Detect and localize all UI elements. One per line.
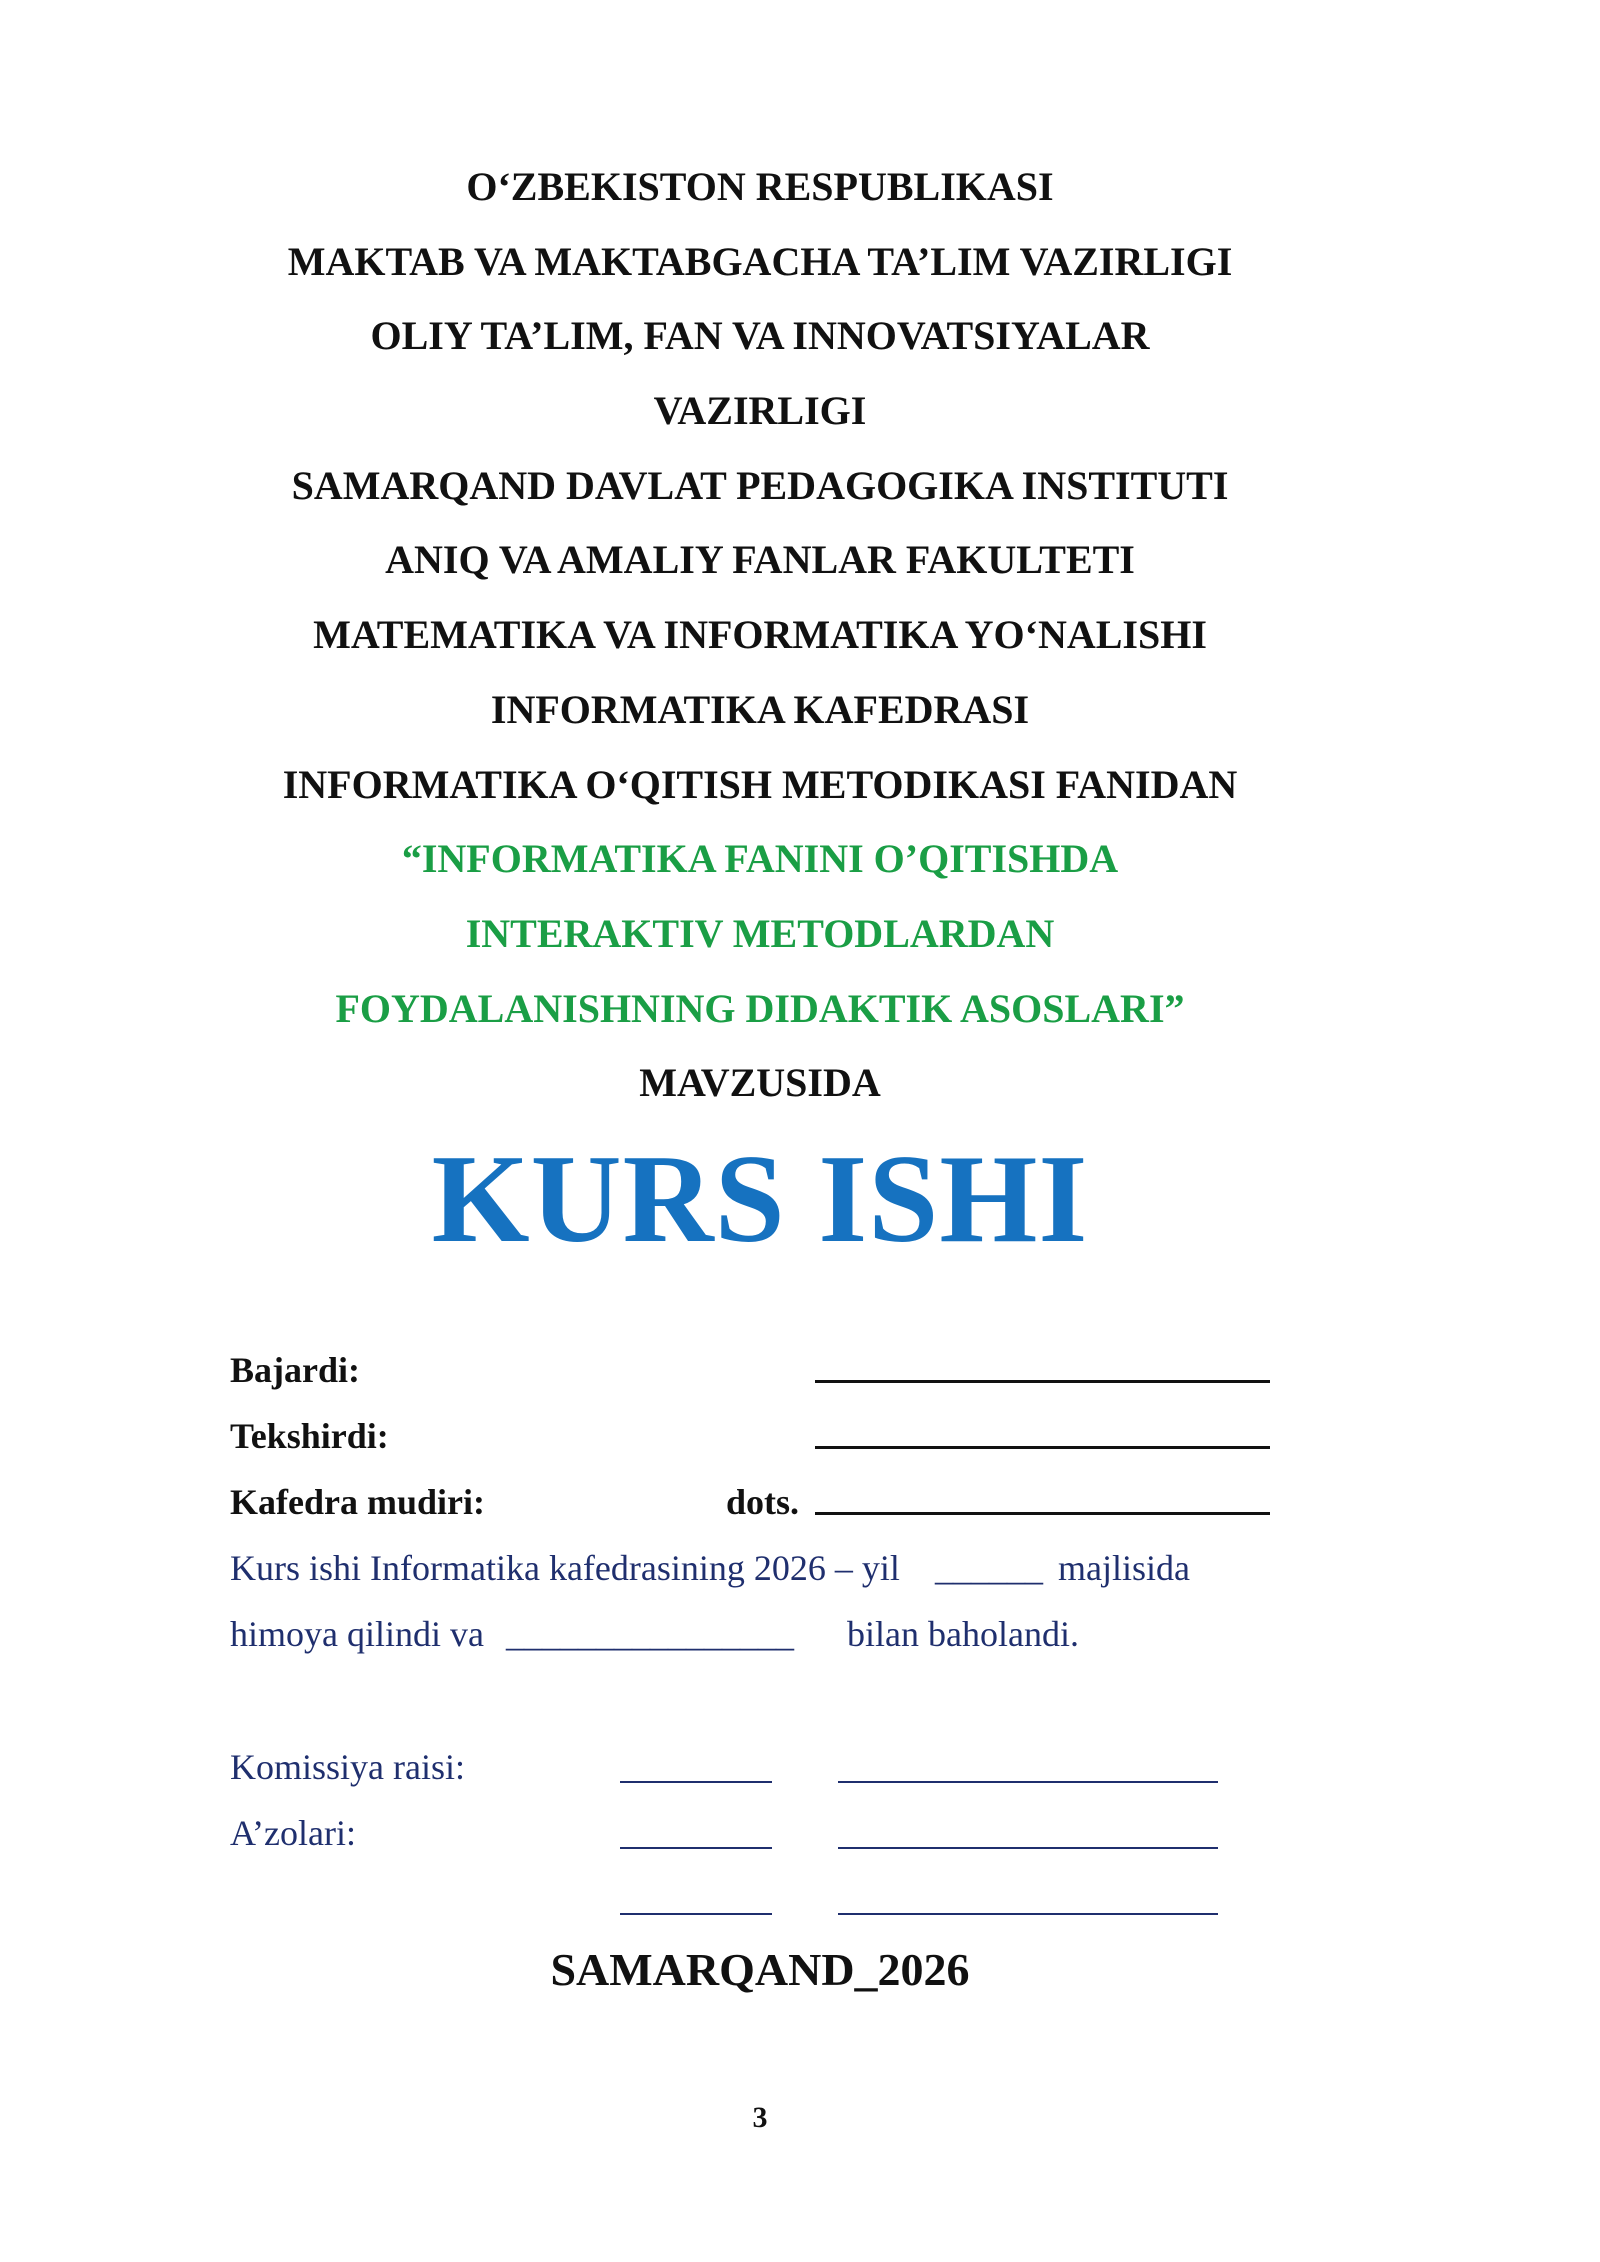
- header-line-ministry-school: MAKTAB VA MAKTABGACHA TA’LIM VAZIRLIGI: [287, 238, 1233, 284]
- member-1-name-line: [838, 1847, 1218, 1849]
- header-line-department: INFORMATIKA KAFEDRASI: [490, 686, 1030, 732]
- commission-chair-name-line: [838, 1781, 1218, 1783]
- page-number: 3: [752, 2101, 768, 2134]
- topic-line-3: FOYDALANISHNING DIDAKTIK ASOSLARI”: [335, 985, 1185, 1031]
- defense-line-1-end: majlisida: [1058, 1548, 1190, 1588]
- bajardi-label: Bajardi:: [230, 1350, 360, 1390]
- topic-suffix: MAVZUSIDA: [639, 1060, 881, 1106]
- header-line-subject: INFORMATIKA O‘QITISH METODIKASI FANIDAN: [282, 761, 1238, 807]
- member-2-name-line: [838, 1913, 1218, 1915]
- commission-members-label: A’zolari:: [230, 1813, 356, 1853]
- header-block: [0, 150, 1520, 1121]
- header-line-institute: SAMARQAND DAVLAT PEDAGOGIKA INSTITUTI: [291, 462, 1229, 508]
- kafedra-mudiri-label: Kafedra mudiri:: [230, 1482, 485, 1522]
- bajardi-signature-line: [815, 1380, 1270, 1383]
- topic-line-2: INTERAKTIV METODLARDAN: [465, 910, 1055, 956]
- header-line-country: O‘ZBEKISTON RESPUBLIKASI: [466, 164, 1054, 209]
- defense-line-1-blank: ______: [935, 1548, 1043, 1588]
- document-title: KURS ISHI: [431, 1130, 1089, 1269]
- defense-line-1-text: Kurs ishi Informatika kafedrasining 2026 – yil: [230, 1548, 900, 1588]
- header-line-ministry-higher-ed-cont: VAZIRLIGI: [653, 388, 867, 434]
- defense-line-2-start: himoya qilindi va: [230, 1614, 484, 1654]
- dots-label: dots.: [726, 1482, 800, 1522]
- city-year: SAMARQAND_2026: [550, 1944, 970, 1995]
- commission-chair-label: Komissiya raisi:: [230, 1747, 465, 1787]
- defense-grade-blank: ________________: [506, 1614, 794, 1654]
- member-2-signature-line: [620, 1913, 772, 1915]
- header-line-direction: MATEMATIKA VA INFORMATIKA YO‘NALISHI: [313, 612, 1207, 658]
- header-line-faculty: ANIQ VA AMALIY FANLAR FAKULTETI: [385, 537, 1135, 583]
- tekshirdi-signature-line: [815, 1446, 1270, 1449]
- member-1-signature-line: [620, 1847, 772, 1849]
- commission-chair-signature-line: [620, 1781, 772, 1783]
- kafedra-mudiri-signature-line: [815, 1512, 1270, 1515]
- header-line-ministry-higher-ed: OLIY TA’LIM, FAN VA INNOVATSIYALAR: [370, 313, 1150, 359]
- topic-line-1: “INFORMATIKA FANINI O’QITISHDA: [401, 836, 1119, 882]
- tekshirdi-label: Tekshirdi:: [230, 1416, 389, 1456]
- defense-line-2-end: bilan baholandi.: [847, 1614, 1079, 1654]
